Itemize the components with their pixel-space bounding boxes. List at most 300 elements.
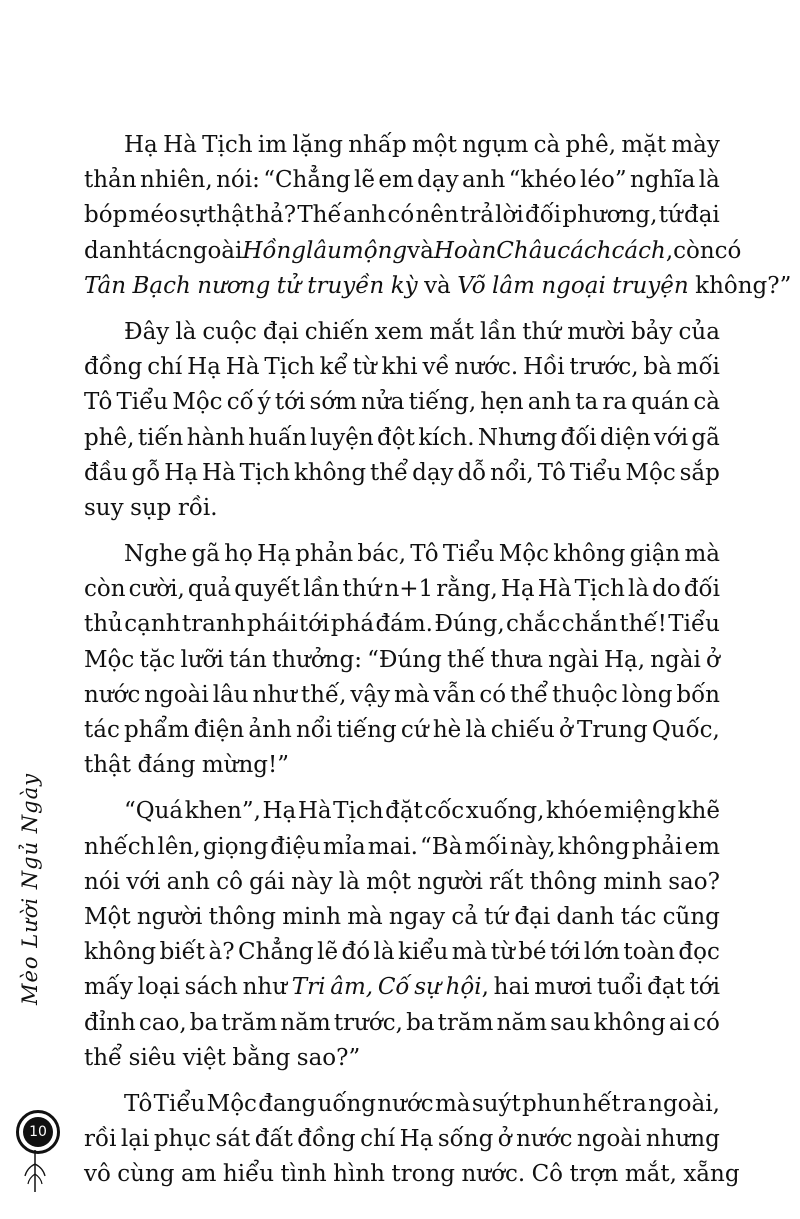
- word: cà: [693, 389, 720, 416]
- word: có: [714, 237, 742, 264]
- word-group: [693, 385, 720, 420]
- word-group: [132, 456, 161, 491]
- word-group: [528, 385, 571, 420]
- word: của: [678, 318, 720, 345]
- word-group: [137, 748, 195, 783]
- word-group: [202, 315, 256, 350]
- word-group: [307, 269, 384, 304]
- word: có: [387, 202, 415, 229]
- word-group: [183, 1041, 226, 1076]
- word-group: [295, 537, 353, 572]
- word: không?”: [695, 272, 792, 299]
- text-line: [84, 865, 720, 900]
- word-group: [566, 128, 616, 163]
- word: Hạ,: [603, 646, 646, 673]
- word-group: [423, 350, 450, 385]
- word: Hạ: [187, 354, 221, 381]
- word-group: [621, 128, 666, 163]
- text-line: [84, 385, 720, 420]
- word: khi: [381, 354, 418, 381]
- word: trợn: [569, 1161, 619, 1188]
- word: này,: [509, 833, 556, 860]
- word-group: [178, 234, 242, 269]
- word-group: [331, 607, 374, 642]
- word: khóe: [545, 798, 603, 825]
- word-group: [357, 537, 406, 572]
- word: lớn: [583, 939, 620, 966]
- word-group: [333, 794, 383, 829]
- word: đại: [684, 202, 720, 229]
- word-group: [310, 385, 357, 420]
- word: bốn: [676, 681, 720, 708]
- word: Tịch: [264, 354, 315, 381]
- word-group: [612, 269, 688, 304]
- word-group: [117, 1157, 174, 1192]
- word-group: [84, 1006, 136, 1041]
- word-group: [678, 794, 720, 829]
- word: hẹn: [480, 389, 524, 416]
- word-group: [412, 128, 457, 163]
- word-group: [378, 970, 410, 1005]
- word-group: [669, 1006, 690, 1041]
- word: Tịch: [239, 459, 291, 486]
- word-group: [221, 1006, 277, 1041]
- word: chí: [360, 1126, 396, 1153]
- word: minh: [282, 903, 342, 930]
- word: phục: [153, 1126, 212, 1153]
- word: hình: [333, 1161, 385, 1188]
- word-group: [414, 970, 441, 1005]
- word-group: [229, 643, 267, 678]
- word-group: [622, 678, 673, 713]
- word: thể: [84, 1044, 123, 1071]
- word-group: [457, 269, 485, 304]
- word-group: [226, 350, 260, 385]
- word-group: [495, 198, 524, 233]
- word: ra: [622, 1090, 647, 1117]
- word-group: [434, 607, 504, 642]
- body-text: [84, 128, 792, 1192]
- word: người: [136, 903, 203, 930]
- word-group: [84, 1122, 116, 1157]
- word-group: [248, 713, 291, 748]
- word: ngài: [650, 646, 701, 673]
- word-group: [384, 572, 433, 607]
- word: với: [653, 424, 689, 451]
- word-group: [84, 350, 142, 385]
- word-group: [600, 421, 651, 456]
- word-group: [160, 935, 205, 970]
- word: ra: [602, 389, 628, 416]
- text-line: [84, 748, 720, 783]
- word: uống: [317, 1090, 376, 1117]
- word-group: [334, 1006, 403, 1041]
- word: lòng: [621, 681, 673, 708]
- word-group: [546, 794, 602, 829]
- italic-word: Tri: [291, 974, 326, 1001]
- word-group: [409, 385, 477, 420]
- word-group: [433, 713, 461, 748]
- word-group: [374, 935, 395, 970]
- word: cười,: [128, 576, 185, 603]
- word: tứ: [484, 903, 509, 930]
- word: Một: [84, 903, 131, 930]
- word: Hạ: [262, 798, 297, 825]
- word: cố: [226, 389, 254, 416]
- word: mà: [347, 903, 383, 930]
- word-group: [491, 935, 515, 970]
- word-group: [510, 678, 548, 713]
- word-group: [523, 350, 565, 385]
- word: Tiểu: [116, 389, 169, 416]
- word: lẽ: [354, 167, 375, 194]
- text-line: [84, 269, 792, 304]
- word: thông: [529, 868, 598, 895]
- word: suy: [84, 494, 124, 521]
- word: “Chẳng: [263, 167, 351, 194]
- word: kích.: [418, 424, 475, 451]
- text-line: [84, 315, 720, 350]
- word-group: [532, 1157, 563, 1192]
- word: nghĩa: [629, 167, 696, 194]
- text-line: [84, 607, 720, 642]
- word: mắt,: [624, 1161, 677, 1188]
- word: đại: [262, 318, 299, 345]
- word-group: [339, 865, 360, 900]
- word-group: [569, 350, 638, 385]
- word: sống: [437, 1126, 494, 1153]
- word-group: [479, 678, 506, 713]
- word-group: [679, 315, 720, 350]
- word-group: [378, 163, 413, 198]
- word-group: [297, 1041, 360, 1076]
- word-group: [377, 1087, 433, 1122]
- word: phản: [295, 541, 354, 568]
- text-line: [84, 198, 720, 233]
- word: Tịch: [333, 798, 384, 825]
- word-group: [491, 713, 555, 748]
- word: dỗ: [457, 459, 487, 486]
- word-group: [464, 830, 507, 865]
- word: mày: [671, 132, 720, 158]
- word-group: [257, 537, 291, 572]
- word: ngoài: [177, 237, 243, 264]
- word-group: [451, 900, 478, 935]
- word-group: [597, 970, 642, 1005]
- word-group: [462, 163, 505, 198]
- word-group: [342, 234, 407, 269]
- word: thuộc: [552, 681, 618, 708]
- word: đối: [683, 576, 720, 603]
- word-group: [680, 456, 720, 491]
- word: thứ: [522, 318, 562, 345]
- word-group: [216, 163, 260, 198]
- text-line: [84, 456, 720, 491]
- word-group: [368, 830, 418, 865]
- word-group: [154, 1087, 206, 1122]
- word: cũng: [662, 903, 720, 930]
- word-group: [569, 1157, 618, 1192]
- text-line: [84, 643, 720, 678]
- word-group: [398, 935, 448, 970]
- word: vô: [84, 1161, 111, 1188]
- word-group: [498, 1122, 512, 1157]
- word-group: [377, 421, 415, 456]
- text-line: [84, 128, 720, 163]
- word-group: [270, 830, 321, 865]
- word: năm: [496, 1009, 547, 1036]
- word-group: [124, 537, 187, 572]
- word: như: [242, 974, 288, 1001]
- word-group: [530, 865, 597, 900]
- word: và: [424, 272, 451, 299]
- word-group: [124, 128, 158, 163]
- word: lần: [480, 318, 517, 345]
- word: thật: [206, 202, 254, 229]
- word-group: [140, 163, 213, 198]
- word: am: [180, 1161, 217, 1188]
- word: đồng: [84, 354, 143, 381]
- word: gã: [191, 541, 220, 568]
- word: lâu: [212, 681, 249, 708]
- word-group: [175, 315, 196, 350]
- word-group: [648, 1087, 720, 1122]
- word: việt: [182, 1044, 226, 1071]
- word: quán: [631, 389, 690, 416]
- word: không: [293, 459, 367, 486]
- word-group: [272, 643, 362, 678]
- italic-word: kỳ: [390, 272, 418, 299]
- word-group: [84, 198, 127, 233]
- word: mươi: [534, 974, 593, 1001]
- word-group: [534, 970, 592, 1005]
- word-group: [541, 269, 605, 304]
- word: chiếu: [490, 717, 555, 743]
- word-group: [625, 1157, 677, 1192]
- word: không: [557, 833, 630, 860]
- word: đang: [258, 1090, 317, 1117]
- page-number: 10: [23, 1117, 53, 1147]
- word: thể: [510, 681, 549, 708]
- word-group: [663, 900, 720, 935]
- word-group: [142, 234, 178, 269]
- word: tác: [84, 717, 120, 743]
- word: nhiên,: [139, 167, 213, 194]
- word-group: [418, 421, 474, 456]
- word: mừng!”: [201, 752, 290, 779]
- word-group: [612, 234, 674, 269]
- word: hành: [186, 424, 245, 451]
- word-group: [144, 678, 208, 713]
- word: tới: [298, 611, 330, 638]
- word-group: [631, 315, 672, 350]
- word-group: [628, 572, 649, 607]
- word: miệng: [603, 798, 677, 825]
- word-group: [417, 163, 458, 198]
- word-group: [433, 678, 475, 713]
- word: Quốc,: [651, 717, 720, 743]
- word: đáng: [137, 752, 196, 779]
- word: thông: [208, 903, 277, 930]
- word: phun: [522, 1090, 582, 1117]
- word-group: [466, 794, 545, 829]
- word: em: [684, 833, 720, 860]
- word-group: [489, 865, 523, 900]
- word-group: [124, 794, 183, 829]
- word-group: [693, 1006, 720, 1041]
- word-group: [385, 794, 423, 829]
- word: chiến: [304, 318, 369, 345]
- word-group: [438, 1006, 494, 1041]
- word-group: [253, 678, 297, 713]
- word: lặng: [292, 132, 343, 158]
- word: cứ: [400, 717, 429, 743]
- word: vẫn: [433, 681, 476, 708]
- italic-word: Tân: [84, 272, 127, 299]
- word-group: [164, 456, 198, 491]
- word-group: [353, 350, 377, 385]
- word: mười: [567, 318, 626, 345]
- word-group: [317, 935, 338, 970]
- word: Thế: [297, 202, 342, 229]
- word: mỉa: [322, 833, 366, 860]
- word-group: [652, 713, 720, 748]
- word: ở: [558, 717, 573, 743]
- text-line: [84, 1041, 720, 1076]
- word: đối: [560, 424, 597, 451]
- word-group: [280, 1006, 330, 1041]
- word: Nhưng: [477, 424, 558, 451]
- word-group: [203, 830, 268, 865]
- word: ba: [189, 1009, 219, 1036]
- word-group: [695, 269, 791, 304]
- word-group: [361, 385, 404, 420]
- word-group: [243, 970, 287, 1005]
- word-group: [84, 385, 112, 420]
- word-group: [330, 970, 373, 1005]
- italic-word: Võ: [457, 272, 486, 299]
- word: nhưng: [645, 1126, 720, 1153]
- word-group: [490, 456, 534, 491]
- word: bé: [518, 939, 547, 966]
- word: trong: [391, 1161, 456, 1188]
- word-group: [197, 269, 270, 304]
- word-group: [84, 830, 155, 865]
- word-group: [394, 678, 430, 713]
- word: xuống,: [465, 798, 545, 825]
- word: có: [693, 1009, 720, 1036]
- word: ,: [665, 237, 674, 264]
- word-group: [303, 572, 339, 607]
- word: rồi: [84, 1126, 117, 1153]
- word-group: [410, 537, 438, 572]
- word: cả: [451, 903, 478, 930]
- word: nói: [84, 868, 121, 895]
- word: lưỡi: [180, 646, 224, 673]
- italic-word: Hoàn: [433, 237, 497, 264]
- word-group: [678, 935, 719, 970]
- word-group: [632, 830, 683, 865]
- word-group: [84, 935, 156, 970]
- word-group: [202, 748, 289, 783]
- word-group: [354, 163, 375, 198]
- word-group: [84, 970, 133, 1005]
- word-group: [683, 1157, 739, 1192]
- word-group: [659, 198, 683, 233]
- word-group: [209, 935, 235, 970]
- word: nước.: [461, 1161, 526, 1188]
- italic-word: Bạch: [132, 272, 191, 299]
- word-group: [336, 713, 396, 748]
- word-group: [562, 198, 657, 233]
- word: cạnh: [124, 611, 181, 638]
- word: Tô: [410, 541, 439, 568]
- word: Hà: [537, 576, 572, 603]
- word: sau: [550, 1009, 591, 1036]
- word-group: [623, 935, 675, 970]
- word-group: [604, 794, 676, 829]
- text-line: [84, 537, 720, 572]
- word: điệu: [270, 833, 321, 860]
- word-group: [84, 900, 131, 935]
- word: ngụm: [462, 132, 529, 158]
- word: rất: [489, 868, 524, 895]
- word-group: [480, 315, 516, 350]
- word: lần: [303, 576, 340, 603]
- word-group: [360, 1122, 395, 1157]
- word: cao,: [138, 1009, 187, 1036]
- word-group: [668, 607, 720, 642]
- italic-word: mộng: [341, 237, 408, 264]
- word-group: [561, 421, 597, 456]
- text-line: [84, 678, 720, 713]
- word: em: [378, 167, 414, 194]
- word-group: [202, 128, 252, 163]
- italic-word: lâu: [306, 237, 342, 264]
- word: tiếng,: [408, 389, 477, 416]
- word-group: [84, 234, 142, 269]
- word-group: [417, 865, 483, 900]
- word-group: [689, 970, 719, 1005]
- word-group: [366, 865, 411, 900]
- word: tiến: [137, 424, 184, 451]
- word-group: [129, 198, 178, 233]
- word-group: [514, 900, 550, 935]
- word-group: [575, 385, 598, 420]
- word: này: [291, 868, 333, 895]
- word-group: [232, 1041, 290, 1076]
- word-group: [84, 865, 120, 900]
- word-group: [484, 900, 508, 935]
- word: khen”,: [184, 798, 261, 825]
- word: mặt: [621, 132, 667, 158]
- word-group: [194, 713, 245, 748]
- word: ý: [257, 389, 271, 416]
- word: trả: [459, 202, 494, 229]
- word: thể: [369, 459, 409, 486]
- word: hết: [582, 1090, 621, 1117]
- word: kiểu: [398, 939, 449, 966]
- word: danh: [84, 237, 143, 264]
- word: lời: [495, 202, 524, 229]
- text-line: [84, 421, 720, 456]
- word-group: [548, 643, 599, 678]
- word-group: [209, 900, 276, 935]
- word-group: [139, 1006, 187, 1041]
- word: nổi: [295, 717, 333, 743]
- word-group: [84, 607, 123, 642]
- word: sắp: [679, 459, 720, 486]
